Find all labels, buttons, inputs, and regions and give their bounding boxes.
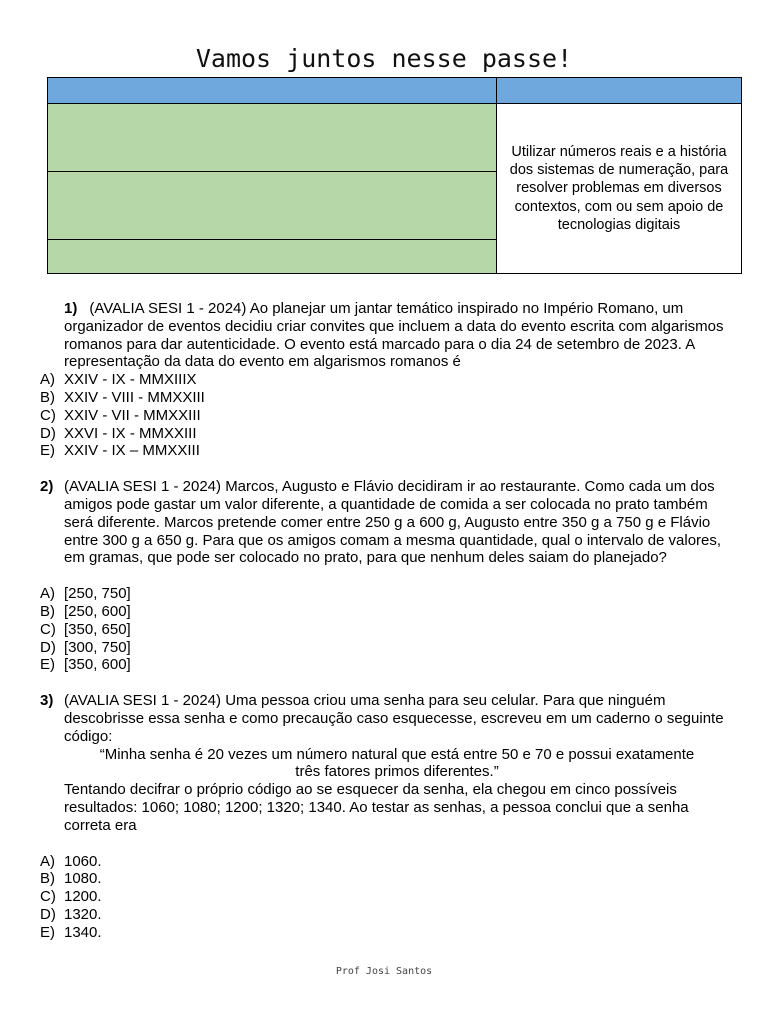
question-number: 3) [40, 692, 54, 710]
option[interactable]: A) XXIV - IX - MMXIIIX [40, 371, 197, 389]
option[interactable]: D) XXVI - IX - MMXXIII [40, 424, 197, 442]
option[interactable]: B) XXIV - VIII - MMXXIII [40, 388, 205, 406]
question-1 [40, 300, 730, 371]
table-header-left [48, 78, 497, 104]
footer-author: Prof Josi Santos [335, 966, 433, 977]
question-2 [40, 478, 730, 567]
option[interactable]: B) 1080. [40, 870, 102, 888]
option[interactable]: D) [300, 750] [40, 638, 131, 656]
question-number: 2) [40, 478, 54, 496]
table-cell-green-2 [48, 172, 497, 240]
option[interactable]: C) XXIV - VII - MMXXIII [40, 406, 201, 424]
question-text: (AVALIA SESI 1 - 2024) Uma pessoa criou uma senha para seu celular. Para que ninguém descobrisse essa senha e como precaução caso esquecesse, escreveu em um caderno o seguinte código: [64, 692, 724, 745]
option[interactable]: B) [250, 600] [40, 602, 131, 620]
quoted-code: “Minha senha é 20 vezes um número natural que está entre 50 e 70 e possui exatamente três fatores primos diferentes.” [99, 745, 695, 781]
table-cell-green-3 [48, 240, 497, 273]
option[interactable]: A) 1060. [40, 852, 102, 870]
question-3 [40, 692, 730, 834]
option[interactable]: A) [250, 750] [40, 585, 131, 603]
option[interactable]: E) [350, 600] [40, 656, 131, 674]
skills-table [47, 77, 742, 274]
option[interactable]: D) 1320. [40, 905, 102, 923]
page-title: Vamos juntos nesse passe! [195, 44, 573, 73]
question-text: (AVALIA SESI 1 - 2024) Ao planejar um jantar temático inspirado no Império Romano, um organizador de eventos decidiu criar convites que incluem a data do evento escrita com algarismos romanos para dar autenticidade. O evento está marcado para o dia 24 de setembro de 2023. A representação da data do evento em algarismos romanos é [64, 300, 724, 371]
option[interactable]: E) 1340. [40, 923, 102, 941]
question-text-continued: Tentando decifrar o próprio código ao se esquecer da senha, ela chegou em cinco possíveis resultados: 1060; 1080; 1200; 1320; 1340. Ao testar as senhas, a pessoa conclui que a senha correta era [64, 781, 689, 834]
option[interactable]: C) 1200. [40, 888, 102, 906]
option[interactable]: C) [350, 650] [40, 620, 131, 638]
table-header-right [497, 78, 741, 104]
option[interactable]: E) XXIV - IX – MMXXIII [40, 442, 200, 460]
question-text: (AVALIA SESI 1 - 2024) Marcos, Augusto e Flávio decidiram ir ao restaurante. Como cada um dos amigos pode gastar um valor diferente, a quantidade de comida a ser colocada no prato também será diferente. Marcos pretende comer entre 250 g a 600 g, Augusto entre 350 g a 750 g e Flávio entre 300 g a 650 g. Para que os amigos comam a mesma quantidade, qual o intervalo de valores, em gramas, que pode ser colocado no prato, para que nenhum deles saiam do planejado? [64, 478, 722, 567]
table-cell-green-1 [48, 104, 497, 172]
questions [40, 300, 730, 942]
question-number: 1) [64, 300, 78, 317]
skill-description: Utilizar números reais e a história dos sistemas de numeração, para resolver problemas em diversos contextos, com ou sem apoio de tecnologias digitais [509, 143, 729, 233]
